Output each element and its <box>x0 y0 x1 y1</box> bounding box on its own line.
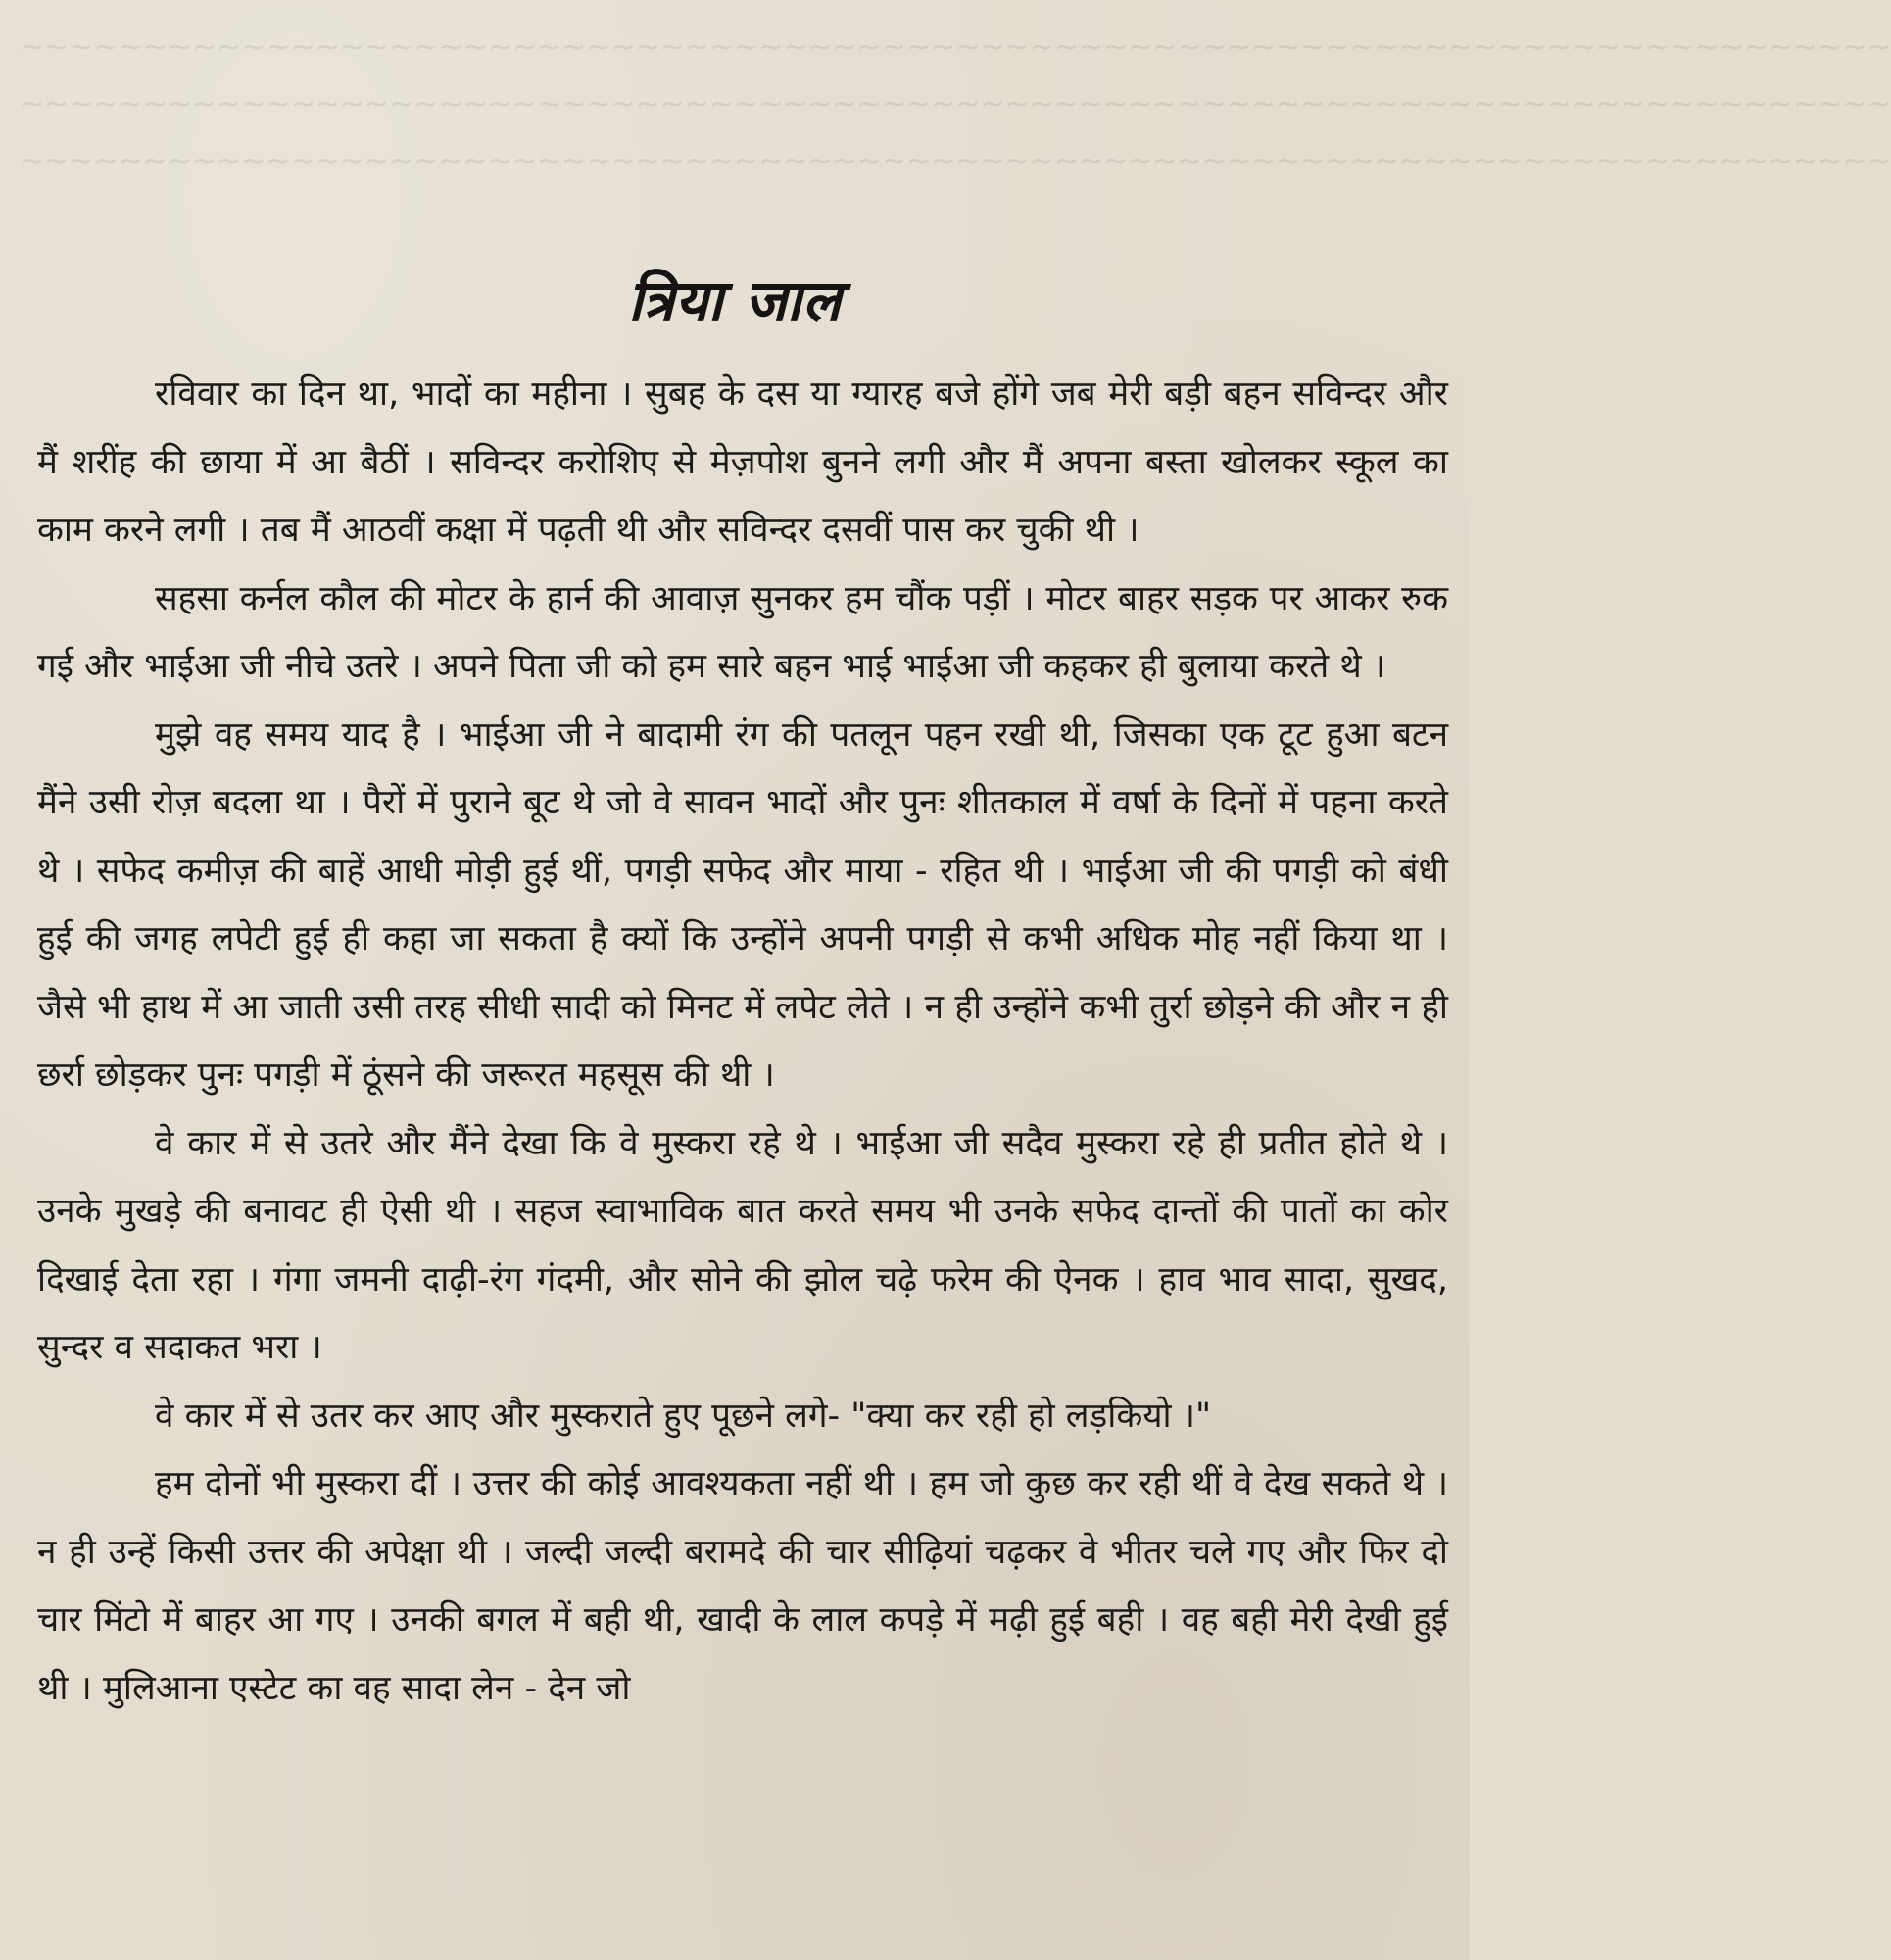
story-body <box>37 361 1448 1723</box>
paragraph-1: रविवार का दिन था, भादों का महीना । सुबह के दस या ग्यारह बजे होंगे जब मेरी बड़ी बहन सविन्दर और मैं शरींह की छाया में आ बैठीं । सविन्दर करोशिए से मेज़पोश बुनने लगी और मैं अपना बस्ता खोलकर स्कूल का काम करने लगी । तब मैं आठवीं कक्षा में पढ़ती थी और सविन्दर दसवीं पास कर चुकी थी । <box>37 374 1448 550</box>
paragraph-2: सहसा कर्नल कौल की मोटर के हार्न की आवाज़ सुनकर हम चौंक पड़ीं । मोटर बाहर सड़क पर आकर रुक गई और भाईआ जी नीचे उतरे । अपने पिता जी को हम सारे बहन भाई भाईआ जी कहकर ही बुलाया करते थे । <box>37 578 1448 686</box>
show-through-texture: ~~~~~~~~~~~~~~~~~~~~~~~~~~~~~~~~~~~~~~~~~~~~~~~~~~~~~~~~~~~~~~~~~~~~~~~~~~~~ ~~~~~~~~~~~~~~~~~~~~~~~~~~~~~~~~~~~~~~~~~~~~~~~~~~~~~~~~~~~~~~~~~~~~~~~~~~~~ ~~~~~~~~~~~~~~~~~~~~~~~~~~~~~~~~~~~~~~~~~~~~~~~~~~~~~~~~~~~~~~~~~~~~~~~~~~~~ <box>20 30 1891 178</box>
story-title: त्रिया जाल <box>627 268 843 334</box>
paragraph-4: वे कार में से उतरे और मैंने देखा कि वे मुस्करा रहे थे । भाईआ जी सदैव मुस्करा रहे ही प्रतीत होते थे । उनके मुखड़े की बनावट ही ऐसी थी । सहज स्वाभाविक बात करते समय भी उनके सफेद दान्तों की पातों का कोर दिखाई देता रहा । गंगा जमनी दाढ़ी-रंग गंदमी, और सोने की झोल चढ़े फरेम की ऐनक । हाव भाव सादा, सुखद, सुन्दर व सदाकत भरा । <box>37 1123 1448 1367</box>
paragraph-3: मुझे वह समय याद है । भाईआ जी ने बादामी रंग की पतलून पहन रखी थी, जिसका एक टूट हुआ बटन मैंने उसी रोज़ बदला था । पैरों में पुराने बूट थे जो वे सावन भादों और पुनः शीतकाल में वर्षा के दिनों में पहना करते थे । सफेद कमीज़ की बाहें आधी मोड़ी हुई थीं, पगड़ी सफेद और माया - रहित थी । भाईआ जी की पगड़ी को बंधी हुई की जगह लपेटी हुई ही कहा जा सकता है क्यों कि उन्होंने अपनी पगड़ी से कभी अधिक मोह नहीं किया था । जैसे भी हाथ में आ जाती उसी तरह सीधी सादी को मिनट में लपेट लेते । न ही उन्होंने कभी तुर्रा छोड़ने की और न ही छर्रा छोड़कर पुनः पगड़ी में ठूंसने की जरूरत महसूस की थी । <box>37 714 1449 1095</box>
paragraph-6: हम दोनों भी मुस्करा दीं । उत्तर की कोई आवश्यकता नहीं थी । हम जो कुछ कर रही थीं वे देख सकते थे । न ही उन्हें किसी उत्तर की अपेक्षा थी । जल्दी जल्दी बरामदे की चार सीढ़ियां चढ़कर वे भीतर चले गए और फिर दो चार मिंटो में बाहर आ गए । उनकी बगल में बही थी, खादी के लाल कपड़े में मढ़ी हुई बही । वह बही मेरी देखी हुई थी । मुलिआना एस्टेट का वह सादा लेन - देन जो <box>37 1464 1448 1708</box>
paragraph-5: वे कार में से उतर कर आए और मुस्कराते हुए पूछने लगे- "क्या कर रही हो लड़कियो ।" <box>155 1396 1212 1436</box>
